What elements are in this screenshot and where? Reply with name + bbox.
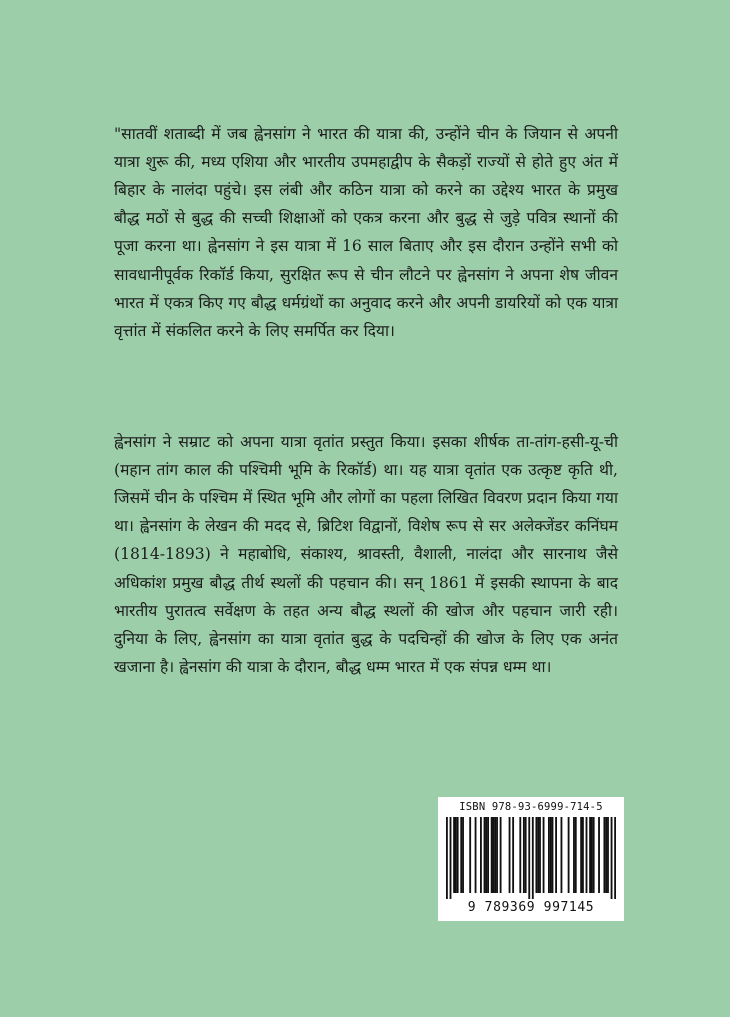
barcode-bar xyxy=(575,817,577,893)
barcode-bar xyxy=(537,817,539,893)
barcode-bar xyxy=(591,817,593,893)
isbn-barcode xyxy=(438,797,624,921)
barcode-bar xyxy=(589,817,591,893)
barcode-bar xyxy=(552,817,554,893)
barcode-bar xyxy=(611,817,613,899)
barcode-bar xyxy=(550,817,552,893)
barcode-bar xyxy=(450,817,452,899)
barcode-bar xyxy=(543,817,545,893)
barcode-bar xyxy=(487,817,489,893)
barcode-bar xyxy=(494,817,496,893)
barcode-bar xyxy=(582,817,584,893)
barcode-bar xyxy=(539,817,541,893)
barcode-bar xyxy=(475,817,477,893)
barcode-bar xyxy=(446,817,448,899)
barcode-bar xyxy=(580,817,582,893)
barcode-bar xyxy=(548,817,550,893)
paragraph-2: ह्वेनसांग ने सम्राट को अपना यात्रा वृतांत प्रस्तुत किया। इसका शीर्षक ता-तांग-हसी-यू-ची (महान तांग काल की पश्चिमी भूमि के रिकॉर्ड) था। यह यात्रा वृतांत एक उत्कृष्ट कृति थी, जिसमें चीन के पश्चिम में स्थित भूमि और लोगों का पहला लिखित विवरण प्रदान किया गया था। ह्वेनसांग के लेखन की मदद से, ब्रिटिश विद्वानों, विशेष रूप से सर अलेक्जेंडर कनिंघम (1814-1893) ने महाबोधि, संकाश्य, श्रावस्ती, वैशाली, नालंदा और सारनाथ जैसे अधिकांश प्रमुख बौद्ध तीर्थ स्थलों की पहचान की। सन् 1861 में इसकी स्थापना के बाद भारतीय पुरातत्व सर्वेक्षण के तहत अन्य बौद्ध स्थलों की खोज और पहचान जारी रही। दुनिया के लिए, ह्वेनसांग का यात्रा वृतांत बुद्ध के पदचिन्हों की खोज के लिए एक अनंत खजाना है। ह्वेनसांग की यात्रा के दौरान, बौद्ध धम्म भारत में एक संपन्न धम्म था। xyxy=(114,432,618,677)
barcode-bar xyxy=(457,817,459,893)
barcode-bar xyxy=(484,817,486,893)
barcode-bars xyxy=(446,817,616,899)
barcode-digits: 9 789369 997145 xyxy=(467,900,595,915)
barcode-bar xyxy=(573,817,575,893)
barcode-bar xyxy=(493,817,495,893)
barcode-bar xyxy=(535,817,537,893)
barcode-bar xyxy=(469,817,471,893)
barcode-bar xyxy=(586,817,588,893)
barcode-bar xyxy=(593,817,595,893)
barcode-bar xyxy=(491,817,493,893)
barcode-bar xyxy=(460,817,462,893)
barcode-bar xyxy=(528,817,530,899)
barcode-bar xyxy=(453,817,455,893)
barcode-bar xyxy=(598,817,600,893)
barcode-bar xyxy=(555,817,557,893)
barcode-bar xyxy=(568,817,570,893)
barcode-bar xyxy=(512,817,514,893)
paragraph-1: "सातवीं शताब्दी में जब ह्वेनसांग ने भारत की यात्रा की, उन्होंने चीन के जियान से अपनी यात्रा शुरू की, मध्य एशिया और भारतीय उपमहाद्वीप के सैकड़ों राज्यों से होते हुए अंत में बिहार के नालंदा पहुंचे। इस लंबी और कठिन यात्रा को करने का उद्देश्य भारत के प्रमुख बौद्ध मठों से बुद्ध की सच्ची शिक्षाओं को एकत्र करना और बुद्ध से जुड़े पवित्र स्थानों की पूजा करना था। ह्वेनसांग ने इस यात्रा में 16 साल बिताए और इस दौरान उन्होंने सभी को सावधानीपूर्वक रिकॉर्ड किया, सुरक्षित रूप से चीन लौटने पर ह्वेनसांग ने अपना शेष जीवन भारत में एकत्र किए गए बौद्ध धर्मग्रंथों का अनुवाद करने और अपनी डायरियों को एक यात्रा वृत्तांत में संकलित करने के लिए समर्पित कर दिया। xyxy=(114,124,618,341)
barcode-bar xyxy=(605,817,607,893)
barcode-bar xyxy=(607,817,609,893)
barcode-bar xyxy=(509,817,511,893)
barcode-bar xyxy=(561,817,563,893)
isbn-label: ISBN 978-93-6999-714-5 xyxy=(459,801,603,813)
barcode-bar xyxy=(614,817,616,899)
barcode-bar xyxy=(485,817,487,893)
barcode-bar xyxy=(455,817,457,893)
barcode-bar xyxy=(523,817,525,893)
barcode-bar xyxy=(519,817,521,893)
barcode-bar xyxy=(496,817,498,893)
barcode-bar xyxy=(532,817,534,899)
barcode-bar xyxy=(603,817,605,893)
barcode-bar xyxy=(525,817,527,893)
barcode-bar xyxy=(462,817,464,893)
barcode-bar xyxy=(500,817,502,893)
barcode-bar xyxy=(480,817,482,893)
